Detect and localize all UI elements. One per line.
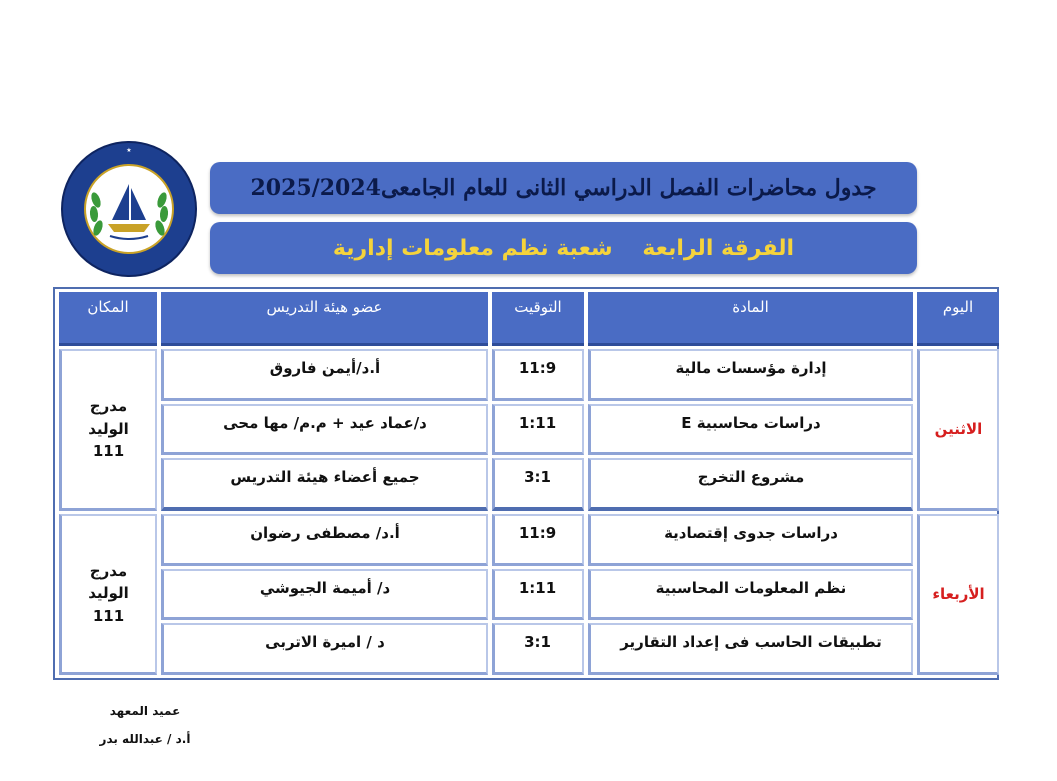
subject-cell: تطبيقات الحاسب فى إعداد التقارير (588, 623, 913, 675)
instructor-cell: جميع أعضاء هيئة التدريس (161, 458, 488, 511)
schedule-table (55, 289, 1003, 678)
schedule-title: جدول محاضرات الفصل الدراسي الثانى للعام الجامعى2025/2024 (250, 175, 877, 201)
subject-cell: دراسات محاسبية E (588, 404, 913, 456)
division-label: الفرقة الرابعة (642, 235, 795, 261)
time-cell: 11:9 (492, 514, 584, 566)
dean-title: عميد المعهد (109, 704, 181, 718)
day-cell-wednesday: الأربعاء (917, 514, 999, 675)
dean-name: أ.د / عبدالله بدر (99, 732, 191, 746)
time-cell: 3:1 (492, 458, 584, 511)
place-cell-monday (59, 349, 157, 511)
table-row (59, 458, 999, 511)
place-line: 111 (92, 606, 125, 625)
header-instructor: عضو هيئة التدريس (161, 292, 488, 346)
table-row (59, 404, 999, 456)
instructor-cell: أ.د/ مصطفى رضوان (161, 514, 488, 566)
department-label: شعبة نظم معلومات إدارية (332, 235, 613, 261)
subject-cell: إدارة مؤسسات مالية (588, 349, 913, 401)
table-row (59, 349, 999, 401)
subject-cell: دراسات جدوى إقتصادية (588, 514, 913, 566)
instructor-cell: د/عماد عيد + م.م/ مها محى (161, 404, 488, 456)
subject-cell: مشروع التخرج (588, 458, 913, 511)
place-line: مدرج (89, 561, 128, 580)
header-place: المكان (59, 292, 157, 346)
time-cell: 1:11 (492, 404, 584, 456)
table-header-row (59, 292, 999, 346)
institute-seal-logo (60, 140, 198, 278)
subtitle-banner (210, 222, 917, 274)
table-row (59, 514, 999, 566)
place-line: الوليد (88, 584, 129, 603)
schedule-table-container (53, 287, 999, 680)
time-cell: 1:11 (492, 569, 584, 621)
place-line: مدرج (89, 397, 128, 416)
svg-text:★: ★ (126, 147, 132, 154)
instructor-cell: أ.د/أيمن فاروق (161, 349, 488, 401)
place-cell-wednesday (59, 514, 157, 675)
title-banner (210, 162, 917, 214)
time-cell: 3:1 (492, 623, 584, 675)
table-row (59, 569, 999, 621)
subject-cell: نظم المعلومات المحاسبية (588, 569, 913, 621)
table-row (59, 623, 999, 675)
subtitle (333, 236, 794, 261)
instructor-cell: د / اميرة الاتربى (161, 623, 488, 675)
place-line: 111 (92, 442, 125, 461)
time-cell: 11:9 (492, 349, 584, 401)
place-line: الوليد (88, 419, 129, 438)
instructor-cell: د/ أميمة الجيوشي (161, 569, 488, 621)
header-subject: المادة (588, 292, 913, 346)
day-cell-monday: الاثنين (917, 349, 999, 511)
dean-signature-block (90, 704, 200, 760)
header-day: اليوم (917, 292, 999, 346)
header-time: التوقيت (492, 292, 584, 346)
